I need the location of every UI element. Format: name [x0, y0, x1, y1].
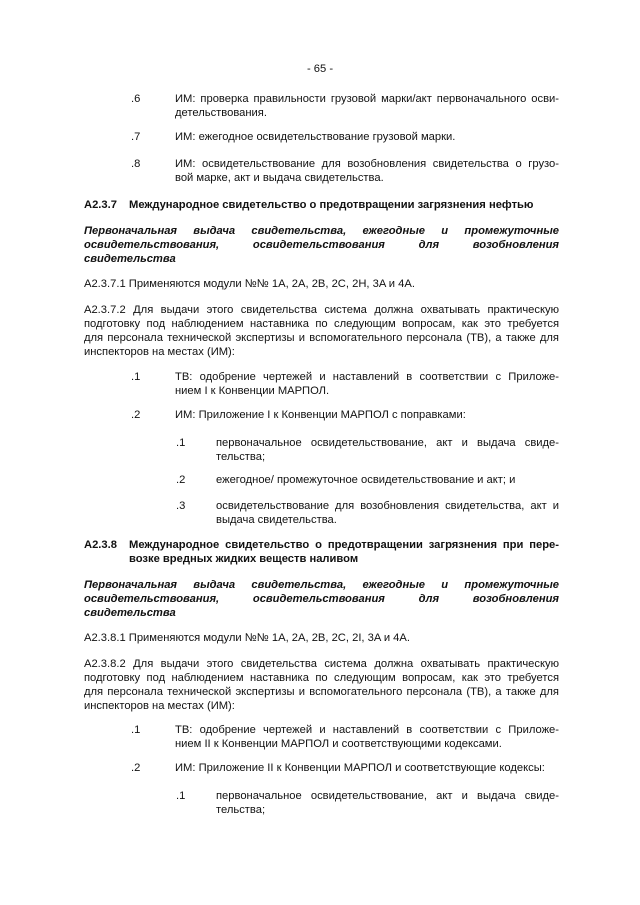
section-number: A2.3.8: [84, 539, 117, 551]
list-item-number: .1: [131, 371, 141, 383]
list-item-text: ТВ: одобрение чертежей и наставлений в соответствии с Приложе- нием I к Конвенции МАРПОЛ.: [175, 371, 559, 397]
section-title: Международное свидетельство о предотвращении загрязнения при пере- возке вредных жидких веществ наливом: [129, 539, 559, 565]
section-subheading: Первоначальная выдача свидетельства, ежегодные и промежуточные освидетельствования, освидетельствования для возобновления свидетельства: [84, 225, 559, 265]
paragraph: A2.3.8.2 Для выдачи этого свидетельства система должна охватывать практическую подготовку под наблюдением наставника по следующим вопросам, как это требуется для персонала технической экспертизы и вспомогательного персонала (ТВ), а также для инспекторов на местах (ИМ):: [84, 658, 559, 712]
list-item-text: ИМ: ежегодное освидетельствование грузовой марки.: [175, 131, 456, 143]
section-subheading: Первоначальная выдача свидетельства, ежегодные и промежуточные освидетельствования, освидетельствования для возобновления свидетельства: [84, 579, 559, 619]
sublist-item-number: .1: [176, 790, 186, 802]
list-item-text: ИМ: Приложение I к Конвенции МАРПОЛ с поправками:: [175, 409, 466, 421]
section-title: Международное свидетельство о предотвращении загрязнения нефтью: [129, 199, 534, 211]
paragraph: A2.3.7.1 Применяются модули №№ 1A, 2A, 2B, 2C, 2H, 3A и 4A.: [84, 278, 415, 290]
list-item-number: .6: [131, 93, 141, 105]
list-item-number: .8: [131, 158, 141, 170]
sublist-item-number: .1: [176, 437, 186, 449]
paragraph: A2.3.7.2 Для выдачи этого свидетельства система должна охватывать практическую подготовку под наблюдением наставника по следующим вопросам, как это требуется для персонала технической экспертизы и вспомогательного персонала (ТВ), а также для инспекторов на местах (ИМ):: [84, 304, 559, 358]
sublist-item-text: первоначальное освидетельствование, акт и выдача свиде- тельства;: [216, 790, 559, 816]
list-item-number: .7: [131, 131, 141, 143]
list-item-number: .2: [131, 409, 141, 421]
sublist-item-text: освидетельствование для возобновления свидетельства, акт и выдача свидетельства.: [216, 500, 559, 526]
section-number: A2.3.7: [84, 199, 117, 211]
list-item-number: .2: [131, 762, 141, 774]
sublist-item-text: ежегодное/ промежуточное освидетельствование и акт; и: [216, 474, 516, 486]
paragraph: A2.3.8.1 Применяются модули №№ 1A, 2A, 2B, 2C, 2I, 3A и 4A.: [84, 632, 410, 644]
sublist-item-text: первоначальное освидетельствование, акт и выдача свиде- тельства;: [216, 437, 559, 463]
list-item-text: ИМ: проверка правильности грузовой марки/акт первоначального осви- детельствования.: [175, 93, 559, 119]
sublist-item-number: .3: [176, 500, 186, 512]
list-item-text: ТВ: одобрение чертежей и наставлений в соответствии с Приложе- нием II к Конвенции МАРПОЛ и соответствующими кодексами.: [175, 724, 559, 750]
page-number: - 65 -: [306, 63, 334, 75]
list-item-text: ИМ: освидетельствование для возобновления свидетельства о грузо- вой марке, акт и выдача свидетельства.: [175, 158, 559, 184]
list-item-number: .1: [131, 724, 141, 736]
sublist-item-number: .2: [176, 474, 186, 486]
list-item-text: ИМ: Приложение II к Конвенции МАРПОЛ и соответствующие кодексы:: [175, 762, 545, 774]
